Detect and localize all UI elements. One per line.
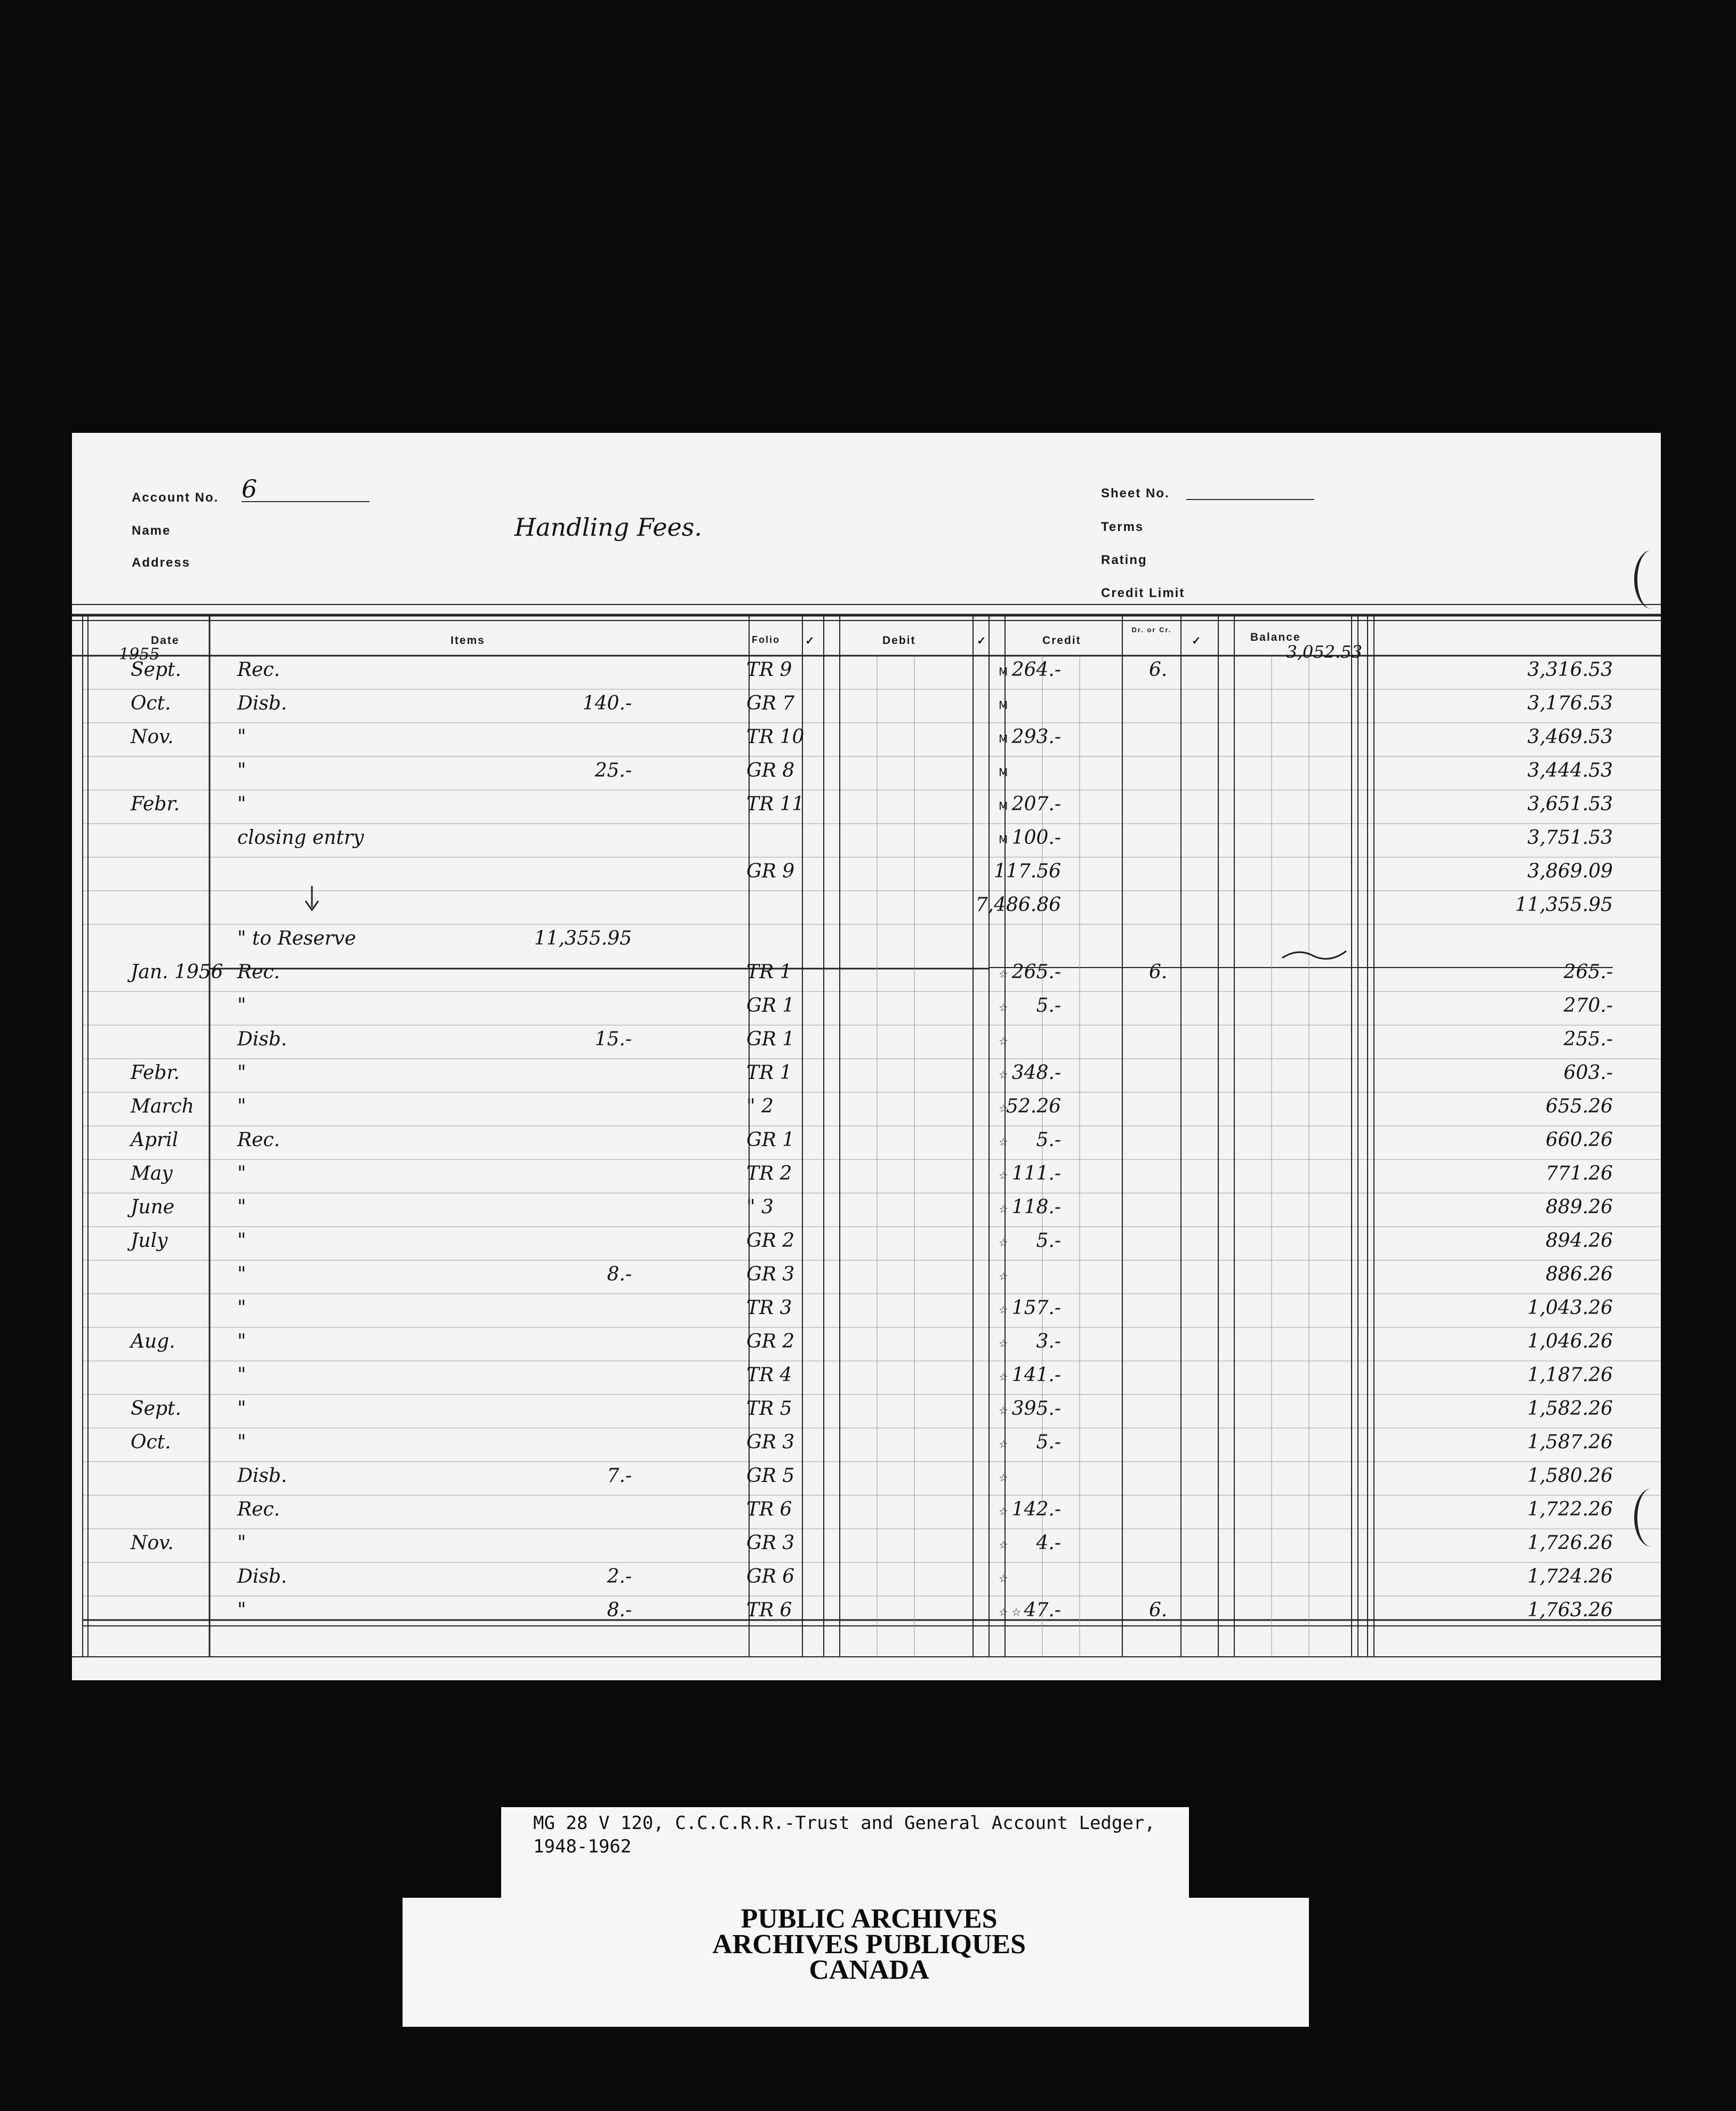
row-credit: 5.- <box>1036 1230 1061 1252</box>
row-folio: TR 9 <box>746 659 792 681</box>
row-date: March <box>131 1095 194 1117</box>
row-check-mark: M <box>999 800 1008 812</box>
row-debit: 15.- <box>594 1028 632 1050</box>
row-item: Rec. <box>237 659 280 681</box>
row-check-mark: M <box>999 699 1008 712</box>
table-row <box>83 1428 1645 1462</box>
row-folio: TR 11 <box>746 793 805 815</box>
row-credit: 207.- <box>1011 793 1061 815</box>
table-row <box>83 924 1645 958</box>
row-folio: GR 2 <box>746 1230 795 1252</box>
table-row <box>83 1596 1645 1630</box>
row-check-mark: ☆ <box>999 1001 1008 1014</box>
row-item: " <box>237 995 246 1017</box>
row-folio: TR 2 <box>746 1163 792 1185</box>
row-balance: 3,444.53 <box>1527 760 1613 781</box>
row-item: " <box>237 1599 246 1621</box>
row-item: " <box>237 1230 246 1252</box>
col-check-3: ✓ <box>1192 635 1202 647</box>
row-item: " <box>237 1163 246 1185</box>
table-row <box>83 1294 1645 1327</box>
row-folio: TR 4 <box>746 1364 792 1386</box>
punch-hole-top <box>1634 550 1669 609</box>
row-folio: TR 5 <box>746 1398 792 1420</box>
row-debit: 7.- <box>607 1465 632 1487</box>
row-date: Oct. <box>131 1431 171 1453</box>
table-row <box>83 656 1645 689</box>
table-row <box>83 1529 1645 1562</box>
row-balance: 1,724.26 <box>1527 1566 1613 1588</box>
row-check-mark: M <box>999 833 1008 846</box>
table-row <box>83 824 1645 857</box>
row-item: " <box>237 760 246 781</box>
row-item: " <box>237 1062 246 1084</box>
opening-year: 1955 <box>119 645 160 664</box>
row-credit: 5.- <box>1036 1431 1061 1453</box>
table-row <box>83 958 1645 992</box>
row-folio: GR 8 <box>746 760 795 781</box>
row-item: " <box>237 1095 246 1117</box>
row-balance: 1,722.26 <box>1527 1498 1613 1520</box>
ledger-sheet <box>72 433 1661 1680</box>
row-folio: GR 5 <box>746 1465 795 1487</box>
row-credit: 157.- <box>1011 1297 1061 1319</box>
row-check-mark: ☆ <box>999 1371 1008 1383</box>
row-folio: GR 3 <box>746 1431 795 1453</box>
row-credit: 5.- <box>1036 995 1061 1017</box>
row-credit: 111.- <box>1011 1163 1061 1185</box>
row-check-mark: M <box>999 732 1008 745</box>
row-folio: GR 1 <box>746 1028 795 1050</box>
row-date: Sept. <box>131 1398 181 1420</box>
row-debit: 2.- <box>607 1566 632 1588</box>
row-check-mark: ☆ <box>999 1068 1008 1081</box>
row-credit: 141.- <box>1011 1364 1061 1386</box>
row-balance: 1,187.26 <box>1527 1364 1613 1386</box>
table-row <box>83 1025 1645 1059</box>
row-balance: 886.26 <box>1546 1263 1613 1285</box>
row-item: " to Reserve <box>237 928 356 949</box>
row-check-mark: ☆ <box>999 1236 1008 1249</box>
row-check-mark: M <box>999 665 1008 678</box>
row-balance: 1,726.26 <box>1527 1532 1613 1554</box>
row-dr-cr: 6. <box>1149 961 1168 983</box>
row-check-mark: ☆ <box>999 1471 1008 1484</box>
account-value: 6 <box>242 474 258 503</box>
catalog-reference <box>533 1811 1155 1858</box>
row-item: " <box>237 1398 246 1420</box>
row-balance: 894.26 <box>1546 1230 1613 1252</box>
row-date: Aug. <box>131 1331 175 1352</box>
rating-label: Rating <box>1101 553 1147 567</box>
row-folio: GR 6 <box>746 1566 795 1588</box>
row-check-mark: ☆ <box>999 1538 1008 1551</box>
row-folio: TR 1 <box>746 961 792 983</box>
row-credit: 265.- <box>1011 961 1061 983</box>
row-check-mark: ☆ <box>999 1135 1008 1148</box>
row-folio: TR 10 <box>746 726 805 748</box>
row-balance: 1,587.26 <box>1527 1431 1613 1453</box>
table-row <box>83 1562 1645 1596</box>
row-date: Febr. <box>131 793 180 815</box>
row-dr-cr: 6. <box>1149 1599 1168 1621</box>
row-date: May <box>131 1163 173 1185</box>
col-debit: Debit <box>882 634 916 647</box>
credit-limit-label: Credit Limit <box>1101 586 1185 600</box>
row-item: Disb. <box>237 692 287 714</box>
row-credit: 5.- <box>1036 1129 1061 1151</box>
row-credit: 395.- <box>1011 1398 1061 1420</box>
table-row <box>83 1462 1645 1495</box>
table-row <box>83 689 1645 723</box>
row-item: Disb. <box>237 1465 287 1487</box>
col-folio: Folio <box>752 634 780 645</box>
row-debit: 25.- <box>594 760 632 781</box>
table-row <box>83 1495 1645 1529</box>
row-credit: 117.56 <box>994 860 1061 882</box>
row-credit: 293.- <box>1011 726 1061 748</box>
row-dr-cr: 6. <box>1149 659 1168 681</box>
row-date: April <box>131 1129 179 1151</box>
row-credit: 52.26 <box>1006 1095 1061 1117</box>
row-credit: 348.- <box>1011 1062 1061 1084</box>
row-balance: 1,043.26 <box>1527 1297 1613 1319</box>
row-balance: 1,580.26 <box>1527 1465 1613 1487</box>
terms-label: Terms <box>1101 520 1144 534</box>
address-label: Address <box>132 555 191 570</box>
row-debit: 140.- <box>582 692 632 714</box>
stamp-line-1: PUBLIC ARCHIVES <box>741 1904 998 1934</box>
row-item: " <box>237 1297 246 1319</box>
row-balance: 255.- <box>1563 1028 1613 1050</box>
row-check-mark: ☆ <box>999 1169 1008 1182</box>
row-date: July <box>131 1230 168 1252</box>
row-debit: 8.- <box>607 1599 632 1621</box>
row-folio: GR 3 <box>746 1532 795 1554</box>
row-credit: 100.- <box>1011 827 1061 849</box>
row-folio: TR 6 <box>746 1599 792 1621</box>
table-row <box>83 1395 1645 1428</box>
row-debit: 11,355.95 <box>534 928 632 949</box>
row-date: Jan. 1956 <box>131 961 223 983</box>
row-date: Nov. <box>131 1532 174 1554</box>
table-row <box>83 1092 1645 1126</box>
row-item: Rec. <box>237 1129 280 1151</box>
table-row <box>83 723 1645 756</box>
account-label: Account No. <box>132 490 219 505</box>
name-label: Name <box>132 523 171 538</box>
row-check-mark: ☆ <box>999 1035 1008 1048</box>
row-check-mark: M <box>999 766 1008 779</box>
row-balance: 3,176.53 <box>1527 692 1613 714</box>
row-balance: 1,046.26 <box>1527 1331 1613 1352</box>
label-notch-right <box>1189 1754 1309 1898</box>
col-dr-cr: Dr. or Cr. <box>1131 626 1172 634</box>
row-date: Febr. <box>131 1062 180 1084</box>
row-item: closing entry <box>237 827 364 849</box>
label-notch-left <box>403 1754 501 1898</box>
row-folio: TR 1 <box>746 1062 792 1084</box>
row-balance: 270.- <box>1563 995 1613 1017</box>
row-item: " <box>237 1532 246 1554</box>
table-row <box>83 1227 1645 1260</box>
row-item: Rec. <box>237 961 280 983</box>
row-balance: 603.- <box>1563 1062 1613 1084</box>
row-balance: 889.26 <box>1546 1196 1613 1218</box>
row-credit: 47.- <box>1024 1599 1061 1621</box>
table-row <box>83 790 1645 824</box>
row-credit: 264.- <box>1011 659 1061 681</box>
row-balance: 3,869.09 <box>1527 860 1613 882</box>
row-item: Disb. <box>237 1566 287 1588</box>
row-check-mark: ☆ <box>999 1505 1008 1518</box>
row-check-mark: ☆ <box>999 1203 1008 1215</box>
row-folio: GR 2 <box>746 1331 795 1352</box>
row-item: Rec. <box>237 1498 280 1520</box>
table-row <box>83 1361 1645 1395</box>
col-check-1: ✓ <box>805 635 816 647</box>
table-row <box>83 992 1645 1025</box>
table-row <box>83 1260 1645 1294</box>
stamp-line-3: CANADA <box>809 1955 929 1985</box>
punch-hole-bottom <box>1634 1488 1669 1547</box>
row-date: Oct. <box>131 692 171 714</box>
row-balance: 3,651.53 <box>1527 793 1613 815</box>
row-check-mark: ☆ <box>999 968 1008 980</box>
row-credit: 7,486.86 <box>975 894 1061 916</box>
row-check-mark: ☆ <box>999 1438 1008 1451</box>
sheet-no-label: Sheet No. <box>1101 486 1170 501</box>
row-date: Nov. <box>131 726 174 748</box>
row-balance: 771.26 <box>1546 1163 1613 1185</box>
table-row <box>83 1193 1645 1227</box>
table-row <box>83 891 1645 924</box>
col-items: Items <box>451 634 485 647</box>
row-item: " <box>237 1196 246 1218</box>
stamp-line-2: ARCHIVES PUBLIQUES <box>712 1929 1026 1960</box>
table-row <box>83 756 1645 790</box>
row-item: Disb. <box>237 1028 287 1050</box>
row-balance: 3,469.53 <box>1527 726 1613 748</box>
row-folio: TR 6 <box>746 1498 792 1520</box>
row-check-mark: ☆ ☆ <box>999 1606 1022 1618</box>
row-date: Sept. <box>131 659 181 681</box>
row-balance: 3,751.53 <box>1527 827 1613 849</box>
row-folio: GR 7 <box>746 692 795 714</box>
row-item: " <box>237 1364 246 1386</box>
table-row <box>83 1059 1645 1092</box>
row-credit: 3.- <box>1036 1331 1061 1352</box>
row-item: " <box>237 1263 246 1285</box>
row-item: " <box>237 793 246 815</box>
catalog-line-2: 1948-1962 <box>533 1836 632 1857</box>
col-balance: Balance <box>1250 631 1301 643</box>
row-folio: GR 1 <box>746 1129 795 1151</box>
row-check-mark: ☆ <box>999 1404 1008 1417</box>
row-check-mark: ☆ <box>999 1102 1008 1115</box>
row-folio: " 2 <box>746 1095 774 1117</box>
row-check-mark: ☆ <box>999 1303 1008 1316</box>
table-row <box>83 857 1645 891</box>
col-credit: Credit <box>1042 634 1081 647</box>
row-folio: GR 3 <box>746 1263 795 1285</box>
row-credit: 118.- <box>1011 1196 1061 1218</box>
row-folio: GR 1 <box>746 995 795 1017</box>
row-item: " <box>237 1431 246 1453</box>
row-folio: " 3 <box>746 1196 774 1218</box>
row-folio: TR 3 <box>746 1297 792 1319</box>
row-credit: 4.- <box>1036 1532 1061 1554</box>
row-balance: 660.26 <box>1546 1129 1613 1151</box>
row-folio: GR 9 <box>746 860 795 882</box>
col-check-2: ✓ <box>977 635 987 647</box>
row-item: " <box>237 726 246 748</box>
row-debit: 8.- <box>607 1263 632 1285</box>
row-credit: 142.- <box>1011 1498 1061 1520</box>
row-check-mark: ☆ <box>999 1270 1008 1283</box>
label-notch-top <box>501 1754 1189 1807</box>
table-row <box>83 1159 1645 1193</box>
table-row <box>83 1327 1645 1361</box>
row-check-mark: ☆ <box>999 1337 1008 1350</box>
name-value: Handling Fees. <box>515 513 702 542</box>
row-balance: 1,763.26 <box>1527 1599 1613 1621</box>
opening-balance: 3,052.53 <box>1286 642 1362 662</box>
catalog-line-1: MG 28 V 120, C.C.C.R.R.-Trust and General Account Ledger, <box>533 1812 1155 1834</box>
row-item: " <box>237 1331 246 1352</box>
table-row <box>83 1126 1645 1159</box>
col-date: Date <box>151 634 180 647</box>
row-balance: 655.26 <box>1546 1095 1613 1117</box>
row-balance: 3,316.53 <box>1527 659 1613 681</box>
row-date: June <box>131 1196 175 1218</box>
row-balance: 265.- <box>1563 961 1613 983</box>
row-balance: 11,355.95 <box>1515 894 1613 916</box>
row-balance: 1,582.26 <box>1527 1398 1613 1420</box>
row-check-mark: ☆ <box>999 1572 1008 1585</box>
